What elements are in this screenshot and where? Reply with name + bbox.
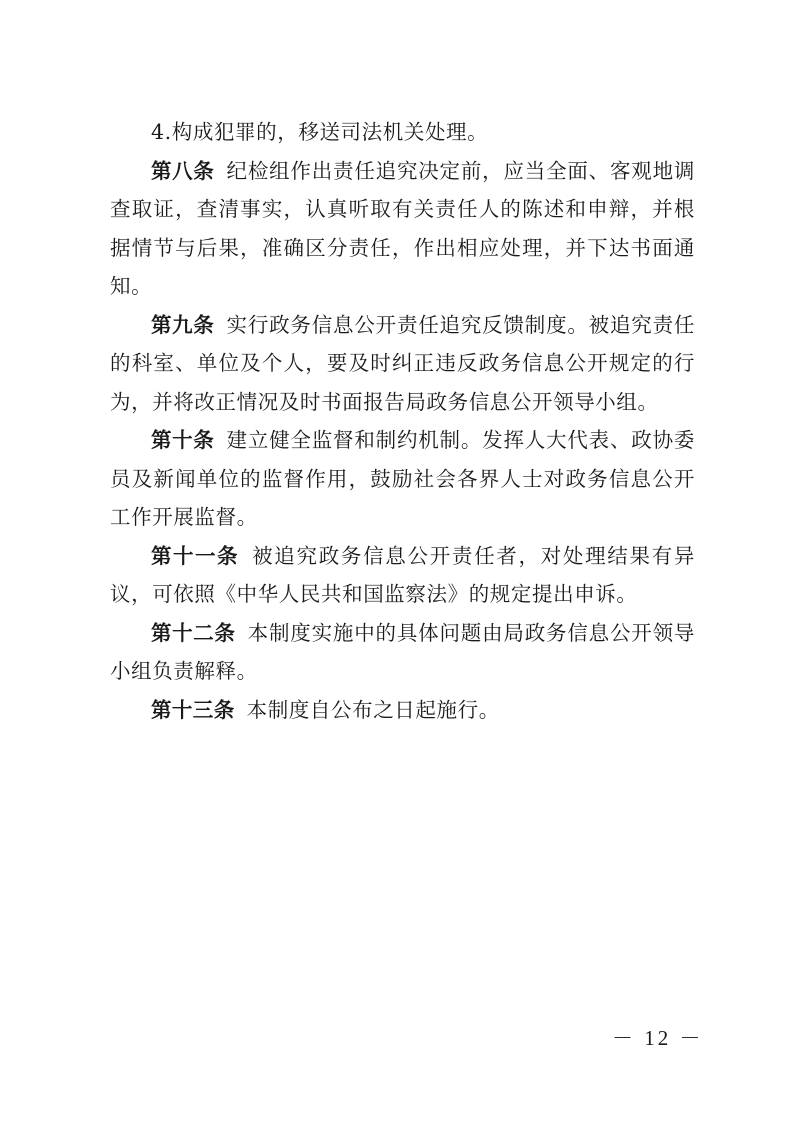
article-heading: 第十一条 <box>151 543 239 568</box>
article-8 <box>110 152 695 306</box>
article-heading: 第八条 <box>151 158 215 183</box>
article-heading: 第九条 <box>151 312 215 337</box>
article-text: 本制度实施中的具体问题由局政务信息公开领导小组负责解释。 <box>110 620 695 683</box>
article-text: 纪检组作出责任追究决定前，应当全面、客观地调查取证，查清事实，认真听取有关责任人的陈述和申辩，并根据情节与后果，准确区分责任，作出相应处理，并下达书面通知。 <box>110 158 695 298</box>
article-text: 实行政务信息公开责任追究反馈制度。被追究责任的科室、单位及个人，要及时纠正违反政务信息公开规定的行为，并将改正情况及时书面报告局政务信息公开领导小组。 <box>110 312 695 414</box>
paragraph-text: 4.构成犯罪的，移送司法机关处理。 <box>151 120 489 144</box>
article-11 <box>110 537 695 614</box>
document-body <box>110 113 695 729</box>
page-number: － 12 － <box>612 1026 704 1050</box>
article-heading: 第十二条 <box>151 620 236 645</box>
article-text: 被追究政务信息公开责任者，对处理结果有异议，可依照《中华人民共和国监察法》的规定提出申诉。 <box>110 543 695 606</box>
paragraph-item-4 <box>110 113 695 152</box>
article-12 <box>110 614 695 691</box>
article-9 <box>110 306 695 422</box>
article-10 <box>110 421 695 537</box>
article-text: 建立健全监督和制约机制。发挥人大代表、政协委员及新闻单位的监督作用，鼓励社会各界人士对政务信息公开工作开展监督。 <box>110 428 695 529</box>
article-heading: 第十条 <box>151 428 215 452</box>
article-13 <box>110 691 695 730</box>
article-heading: 第十三条 <box>151 697 235 722</box>
article-text: 本制度自公布之日起施行。 <box>246 697 500 722</box>
